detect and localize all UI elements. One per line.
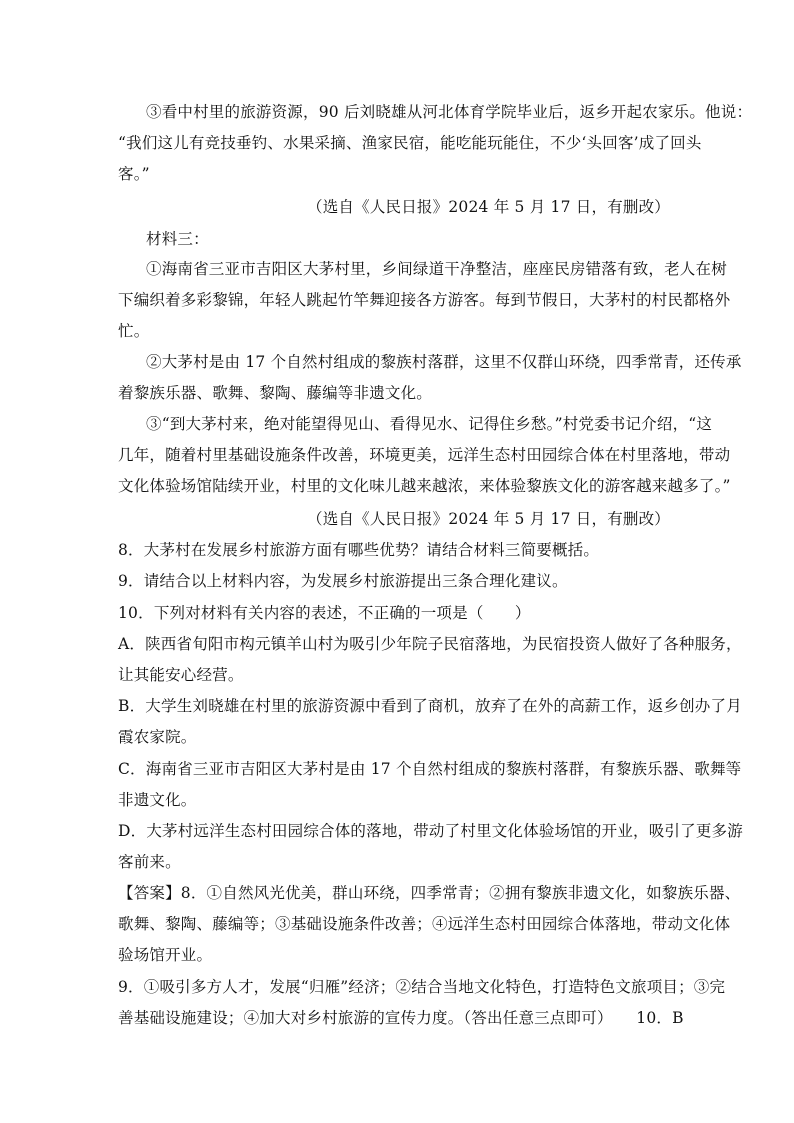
option-b: B．大学生刘晓雄在村里的旅游资源中看到了商机，放弃了在外的高薪工作，返乡创办了月 xyxy=(118,697,742,715)
paragraph-line: 下编织着多彩黎锦，年轻人跳起竹竿舞迎接各方游客。每到节假日，大茅村的村民都格外 xyxy=(118,291,731,309)
option-d: D．大茅村远洋生态村田园综合体的落地，带动了村里文化体验场馆的开业，吸引了更多游 xyxy=(118,822,743,840)
option-c: C．海南省三亚市吉阳区大茅村是由 17 个自然村组成的黎族村落群，有黎族乐器、歌舞等 xyxy=(118,760,742,778)
paragraph-line: 文化体验场馆陆续开业，村里的文化味儿越来越浓，来体验黎族文化的游客越来越多了。” xyxy=(118,477,731,495)
paragraph-line: 几年，随着村里基础设施条件改善，环境更美，远洋生态村田园综合体在村里落地，带动 xyxy=(118,446,731,464)
answer-line: 善基础设施建设；④加大对乡村旅游的宣传力度。（答出任意三点即可） 10．B xyxy=(118,1009,684,1027)
question-9: 9．请结合以上材料内容，为发展乡村旅游提出三条合理化建议。 xyxy=(118,572,568,590)
source-citation: （选自《人民日报》2024 年 5 月 17 日，有删改） xyxy=(307,510,670,528)
paragraph-line: 着黎族乐器、歌舞、黎陶、藤编等非遗文化。 xyxy=(118,384,433,402)
answer-line: 歌舞、黎陶、藤编等；③基础设施条件改善；④远洋生态村田园综合体落地，带动文化体 xyxy=(118,915,731,933)
answer-line: 9．①吸引多方人才，发展“归雁”经济；②结合当地文化特色，打造特色文旅项目；③完 xyxy=(118,978,726,996)
option-a-cont: 让其能安心经营。 xyxy=(118,666,244,684)
paragraph-line: 客。” xyxy=(118,165,150,183)
option-a: A．陕西省旬阳市构元镇羊山村为吸引少年院子民宿落地，为民宿投资人做好了各种服务， xyxy=(118,635,742,653)
paragraph-line: 忙。 xyxy=(118,322,150,340)
paragraph-line: ②大茅村是由 17 个自然村组成的黎族村落群，这里不仅群山环绕，四季常青，还传承 xyxy=(146,353,742,371)
paragraph-line: ①海南省三亚市吉阳区大茅村里，乡间绿道干净整洁，座座民房错落有致，老人在树 xyxy=(146,260,727,278)
section-heading: 材料三： xyxy=(146,230,209,248)
source-citation: （选自《人民日报》2024 年 5 月 17 日，有删改） xyxy=(307,198,670,216)
paragraph-line: “我们这儿有竞技垂钓、水果采摘、渔家民宿，能吃能玩能住，不少‘头回客’成了回头 xyxy=(118,134,702,152)
question-10: 10．下列对材料有关内容的表述，不正确的一项是（ ） xyxy=(118,604,531,622)
paragraph-line: ③看中村里的旅游资源，90 后刘晓雄从河北体育学院毕业后，返乡开起农家乐。他说： xyxy=(146,103,753,121)
option-d-cont: 客前来。 xyxy=(118,853,181,871)
answer-line: 【答案】8．①自然风光优美，群山环绕，四季常青；②拥有黎族非遗文化，如黎族乐器、 xyxy=(118,884,741,902)
answer-line: 验场馆开业。 xyxy=(118,946,213,964)
paragraph-line: ③“到大茅村来，绝对能望得见山、看得见水、记得住乡愁。”村党委书记介绍，“这 xyxy=(146,415,713,433)
question-8: 8．大茅村在发展乡村旅游方面有哪些优势？请结合材料三简要概括。 xyxy=(118,541,600,559)
option-c-cont: 非遗文化。 xyxy=(118,791,197,809)
option-b-cont: 霞农家院。 xyxy=(118,728,197,746)
